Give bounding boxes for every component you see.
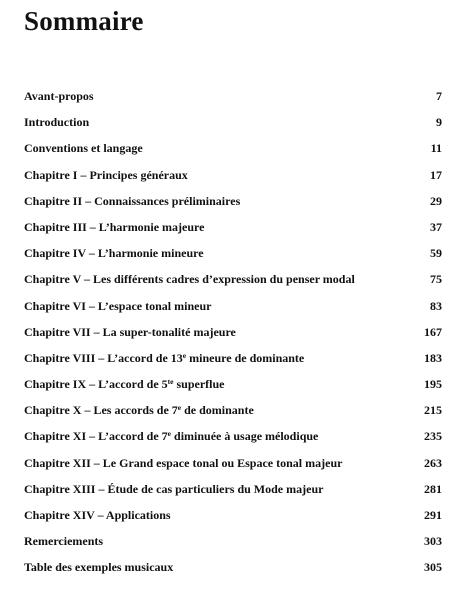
toc-entry-title (24, 453, 342, 473)
toc-entry[interactable] (24, 400, 442, 426)
toc-entry-page-number: 183 (424, 350, 442, 365)
toc-entry-title-text: Chapitre X – Les accords de 7 (24, 403, 178, 418)
toc-entry-superscript: e (177, 403, 182, 413)
toc-entry-title-text: Chapitre IX – L’accord de 5 (24, 377, 168, 392)
toc-entry-title-text: Chapitre XIV – Applications (24, 508, 171, 522)
toc-entry[interactable] (24, 112, 442, 138)
toc-entry-page-number: 305 (424, 560, 442, 575)
toc-entry-page-number: 29 (430, 193, 442, 208)
toc-entry-page-number: 235 (424, 429, 442, 444)
toc-entry[interactable] (24, 217, 442, 243)
toc-entry-title-text: Table des exemples musicaux (24, 560, 174, 575)
toc-entry-page-number: 37 (430, 219, 442, 234)
toc-entry-title-suffix: de dominante (181, 403, 254, 418)
toc-entry-title (24, 112, 89, 132)
toc-entry[interactable] (24, 453, 442, 479)
toc-entry-title (24, 243, 204, 263)
toc-entry-title-suffix: mineure de dominante (186, 350, 305, 365)
toc-entry[interactable] (24, 191, 442, 217)
toc-entry-page-number: 291 (424, 508, 442, 522)
toc-entry-title (24, 557, 173, 577)
toc-entry-title-suffix: superflue (173, 377, 225, 392)
toc-entry-page-number: 17 (430, 167, 442, 182)
toc-entry-title (24, 269, 355, 289)
toc-entry[interactable] (24, 479, 442, 505)
toc-entry-page-number: 195 (424, 377, 442, 392)
toc-entry-title (24, 426, 318, 446)
table-of-contents (24, 86, 442, 584)
toc-entry-page-number: 167 (424, 324, 442, 339)
toc-entry-page-number: 83 (430, 298, 442, 313)
toc-entry-title-text: Chapitre XIII – Étude de cas particuliers du Mode majeur (24, 481, 324, 496)
toc-entry-title-text: Chapitre III – L’harmonie majeure (24, 219, 205, 234)
toc-entry-title (24, 531, 103, 551)
toc-entry-title-text: Chapitre VII – La super-tonalité majeure (24, 324, 236, 339)
toc-entry-title-text: Remerciements (24, 534, 104, 549)
toc-entry-title (24, 86, 94, 106)
toc-entry-title (24, 348, 304, 368)
toc-entry-title (24, 191, 240, 211)
toc-entry-title (24, 400, 254, 420)
toc-entry-title (24, 505, 171, 525)
toc-entry[interactable] (24, 322, 442, 348)
toc-entry[interactable] (24, 86, 442, 112)
toc-entry-page-number: 303 (424, 534, 442, 549)
toc-entry-title-text: Chapitre IV – L’harmonie mineure (24, 246, 204, 261)
toc-entry-title (24, 217, 204, 237)
toc-entry[interactable] (24, 557, 442, 583)
toc-entry-page-number: 7 (436, 89, 442, 103)
toc-entry-title-text: Chapitre VI – L’espace tonal mineur (24, 298, 212, 313)
toc-entry[interactable] (24, 138, 442, 164)
toc-entry-title (24, 138, 143, 158)
toc-entry-title-text: Conventions et langage (24, 141, 143, 156)
toc-entry-title (24, 296, 211, 316)
page-title: Sommaire (24, 6, 144, 36)
toc-entry-page-number: 59 (430, 246, 442, 261)
toc-entry-title (24, 479, 323, 499)
toc-entry-title-text: Chapitre XI – L’accord de 7 (24, 429, 168, 444)
toc-entry-superscript: e (167, 429, 172, 439)
toc-entry[interactable] (24, 505, 442, 531)
toc-entry-title (24, 322, 236, 342)
toc-entry-title-text: Chapitre I – Principes généraux (24, 167, 188, 182)
toc-entry[interactable] (24, 348, 442, 374)
toc-entry-title (24, 165, 188, 185)
toc-entry[interactable] (24, 243, 442, 269)
toc-entry-title (24, 374, 225, 394)
toc-entry-page-number: 215 (424, 403, 442, 418)
toc-entry-page-number: 75 (430, 272, 442, 287)
toc-entry-superscript: te (167, 377, 174, 387)
toc-entry-title-suffix: diminuée à usage mélodique (171, 429, 319, 444)
toc-entry[interactable] (24, 296, 442, 322)
toc-entry-title-text: Avant-propos (24, 89, 94, 103)
toc-entry[interactable] (24, 531, 442, 557)
toc-entry-title-text: Chapitre V – Les différents cadres d’expression du penser modal (24, 272, 355, 287)
toc-entry-page-number: 263 (424, 455, 442, 470)
toc-entry[interactable] (24, 165, 442, 191)
toc-entry[interactable] (24, 269, 442, 295)
toc-entry-page-number: 11 (430, 141, 442, 156)
toc-entry-superscript: e (182, 350, 187, 360)
toc-entry-page-number: 281 (424, 481, 442, 496)
toc-entry-title-text: Chapitre II – Connaissances préliminaires (24, 193, 241, 208)
toc-entry-title-text: Chapitre XII – Le Grand espace tonal ou Espace tonal majeur (24, 455, 343, 470)
toc-entry-title-text: Chapitre VIII – L’accord de 13 (24, 350, 183, 365)
toc-entry-title-text: Introduction (24, 115, 90, 130)
toc-entry[interactable] (24, 426, 442, 452)
toc-entry-page-number: 9 (436, 115, 442, 130)
toc-entry[interactable] (24, 374, 442, 400)
